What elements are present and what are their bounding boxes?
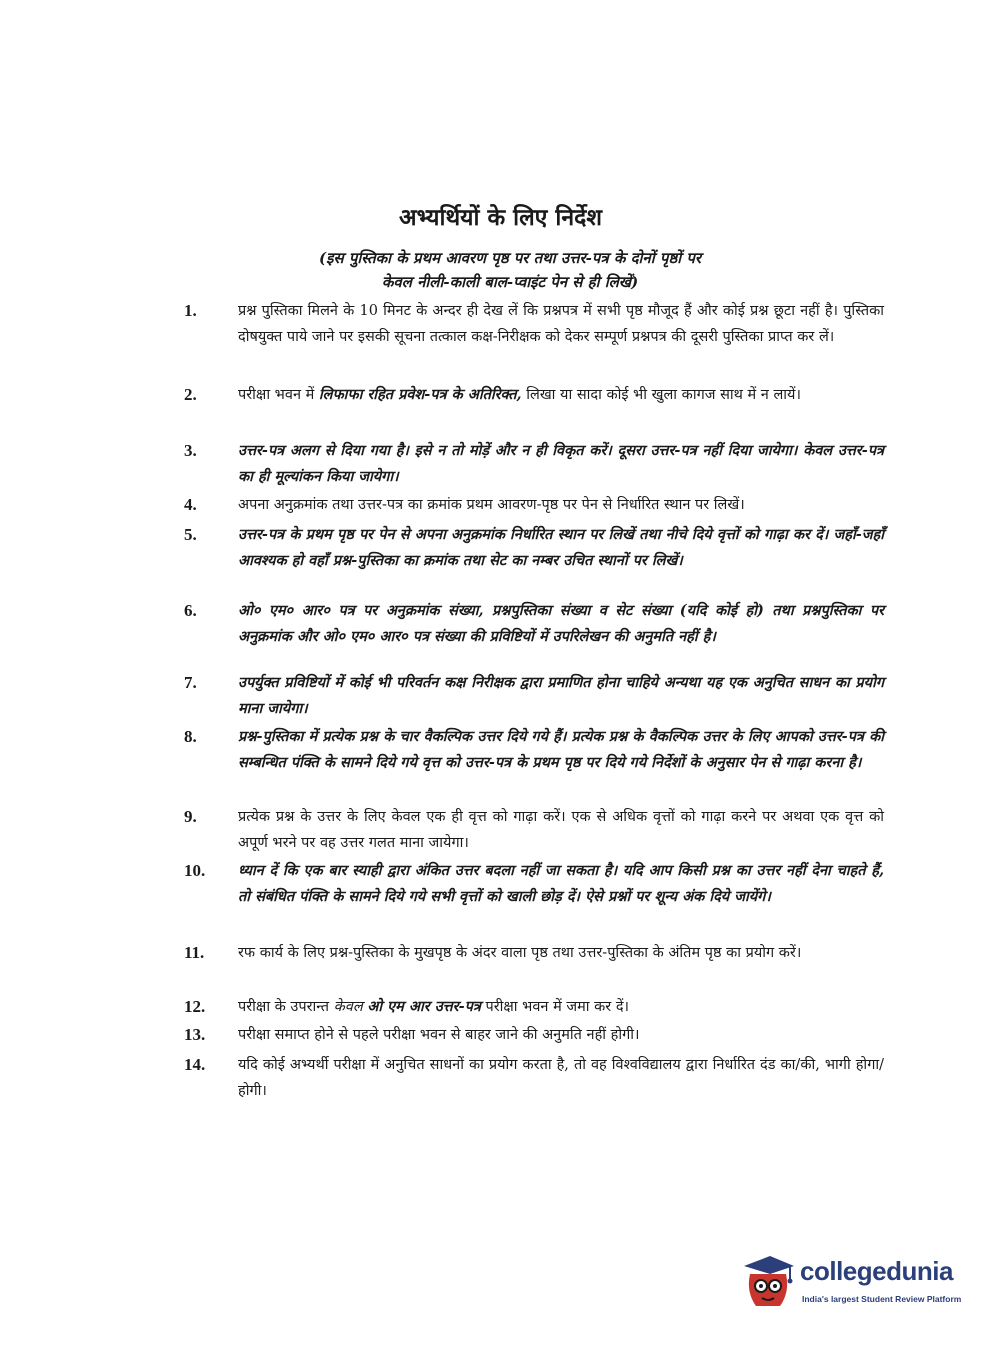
item-text-bold: लिफाफा रहित प्रवेश-पत्र के अतिरिक्त,	[318, 386, 522, 403]
item-number: 14.	[184, 1055, 206, 1074]
item-number: 8.	[184, 727, 197, 746]
page-subtitle	[150, 246, 870, 294]
mascot-icon	[740, 1252, 796, 1310]
item-text: उत्तर-पत्र के प्रथम पृष्ठ पर पेन से अपना अनुक्रमांक निर्धारित स्थान पर लिखें तथा नीचे दिये वृत्तों को गाढ़ा कर दें। जहाँ-जहाँ आवश्यक हो वहाँ प्रश्न-पुस्तिका का क्रमांक तथा सेट का नम्बर उचित स्थानों पर लिखें।	[238, 526, 884, 569]
logo-name: collegedunia	[800, 1256, 953, 1286]
item-number: 4.	[184, 495, 197, 514]
item-text-bold: ओ एम आर उत्तर-पत्र	[367, 998, 481, 1015]
item-number: 11.	[184, 943, 205, 962]
item-text: रफ कार्य के लिए प्रश्न-पुस्तिका के मुखपृष्ठ के अंदर वाला पृष्ठ तथा उत्तर-पुस्तिका के अंतिम पृष्ठ का प्रयोग करें।	[238, 945, 802, 961]
subtitle-line-2: केवल नीली-काली बाल-प्वाइंट पेन से ही लिखें)	[381, 273, 639, 291]
item-text: उपर्युक्त प्रविष्टियों में कोई भी परिवर्तन कक्ष निरीक्षक द्वारा प्रमाणित होना चाहिये अन्यथा यह एक अनुचित साधन का प्रयोग माना जायेगा।	[238, 674, 884, 717]
page-title: अभ्यर्थियों के लिए निर्देश	[399, 204, 602, 231]
item-number: 12.	[184, 997, 206, 1016]
item-number: 10.	[184, 861, 206, 880]
item-text-italic: केवल	[333, 999, 368, 1015]
item-text	[238, 994, 884, 1020]
item-number: 1.	[184, 301, 197, 320]
item-text	[238, 382, 884, 408]
item-text-pre: परीक्षा के उपरान्त	[238, 999, 334, 1015]
item-text: ध्यान दें कि एक बार स्याही द्वारा अंकित उत्तर बदला नहीं जा सकता है। यदि आप किसी प्रश्न का उत्तर नहीं देना चाहते हैं, तो संबंधित पंक्ति के सामने दिये गये सभी वृत्तों को खाली छोड़ दें। ऐसे प्रश्नों पर शून्य अंक दिये जायेंगे।	[238, 862, 884, 905]
item-text: यदि कोई अभ्यर्थी परीक्षा में अनुचित साधनों का प्रयोग करता है, तो वह विश्वविद्यालय द्वारा निर्धारित दंड का/की, भागी होगा/होगी।	[238, 1057, 884, 1099]
collegedunia-logo	[740, 1252, 970, 1312]
item-text: ओ० एम० आर० पत्र पर अनुक्रमांक संख्या, प्रश्नपुस्तिका संख्या व सेट संख्या (यदि कोई हो) तथा प्रश्नपुस्तिका पर अनुक्रमांक और ओ० एम० आर० पत्र संख्या की प्रविष्टियों में उपरिलेखन की अनुमति नहीं है।	[238, 602, 884, 645]
item-text: उत्तर-पत्र अलग से दिया गया है। इसे न तो मोड़ें और न ही विकृत करें। दूसरा उत्तर-पत्र नहीं दिया जायेगा। केवल उत्तर-पत्र का ही मूल्यांकन किया जायेगा।	[238, 442, 884, 485]
item-text: परीक्षा समाप्त होने से पहले परीक्षा भवन से बाहर जाने की अनुमति नहीं होगी।	[238, 1027, 640, 1043]
item-text-pre: परीक्षा भवन में	[238, 387, 319, 403]
item-number: 3.	[184, 441, 197, 460]
item-text: प्रश्न पुस्तिका मिलने के 10 मिनट के अन्दर ही देख लें कि प्रश्नपत्र में सभी पृष्ठ मौजूद हैं और कोई प्रश्न छूटा नहीं है। पुस्तिका दोषयुक्त पाये जाने पर इसकी सूचना तत्काल कक्ष-निरीक्षक को देकर सम्पूर्ण प्रश्नपत्र की दूसरी पुस्तिका प्राप्त कर लें।	[238, 303, 884, 345]
item-number: 13.	[184, 1025, 206, 1044]
item-text-post: लिखा या सादा कोई भी खुला कागज साथ में न लायें।	[521, 387, 801, 403]
item-text: अपना अनुक्रमांक तथा उत्तर-पत्र का क्रमांक प्रथम आवरण-पृष्ठ पर पेन से निर्धारित स्थान पर लिखें।	[238, 497, 745, 513]
item-number: 9.	[184, 807, 197, 826]
item-text: प्रश्न-पुस्तिका में प्रत्येक प्रश्न के चार वैकल्पिक उत्तर दिये गये हैं। प्रत्येक प्रश्न के वैकल्पिक उत्तर के लिए आपको उत्तर-पत्र की सम्बन्धित पंक्ति के सामने दिये गये वृत्त को उत्तर-पत्र के प्रथम पृष्ठ पर दिये गये निर्देशों के अनुसार पेन से गाढ़ा करना है।	[238, 728, 884, 771]
item-text-post: परीक्षा भवन में जमा कर दें।	[480, 999, 630, 1015]
item-number: 6.	[184, 601, 197, 620]
logo-tagline: India's largest Student Review Platform	[802, 1294, 962, 1304]
subtitle-line-1: (इस पुस्तिका के प्रथम आवरण पृष्ठ पर तथा उत्तर-पत्र के दोनों पृष्ठों पर	[319, 249, 701, 267]
item-number: 2.	[184, 385, 197, 404]
item-number: 7.	[184, 673, 197, 692]
item-number: 5.	[184, 525, 197, 544]
item-text: प्रत्येक प्रश्न के उत्तर के लिए केवल एक ही वृत्त को गाढ़ा करें। एक से अधिक वृत्तों को गाढ़ा करने पर अथवा एक वृत्त को अपूर्ण भरने पर वह उत्तर गलत माना जायेगा।	[238, 809, 884, 851]
